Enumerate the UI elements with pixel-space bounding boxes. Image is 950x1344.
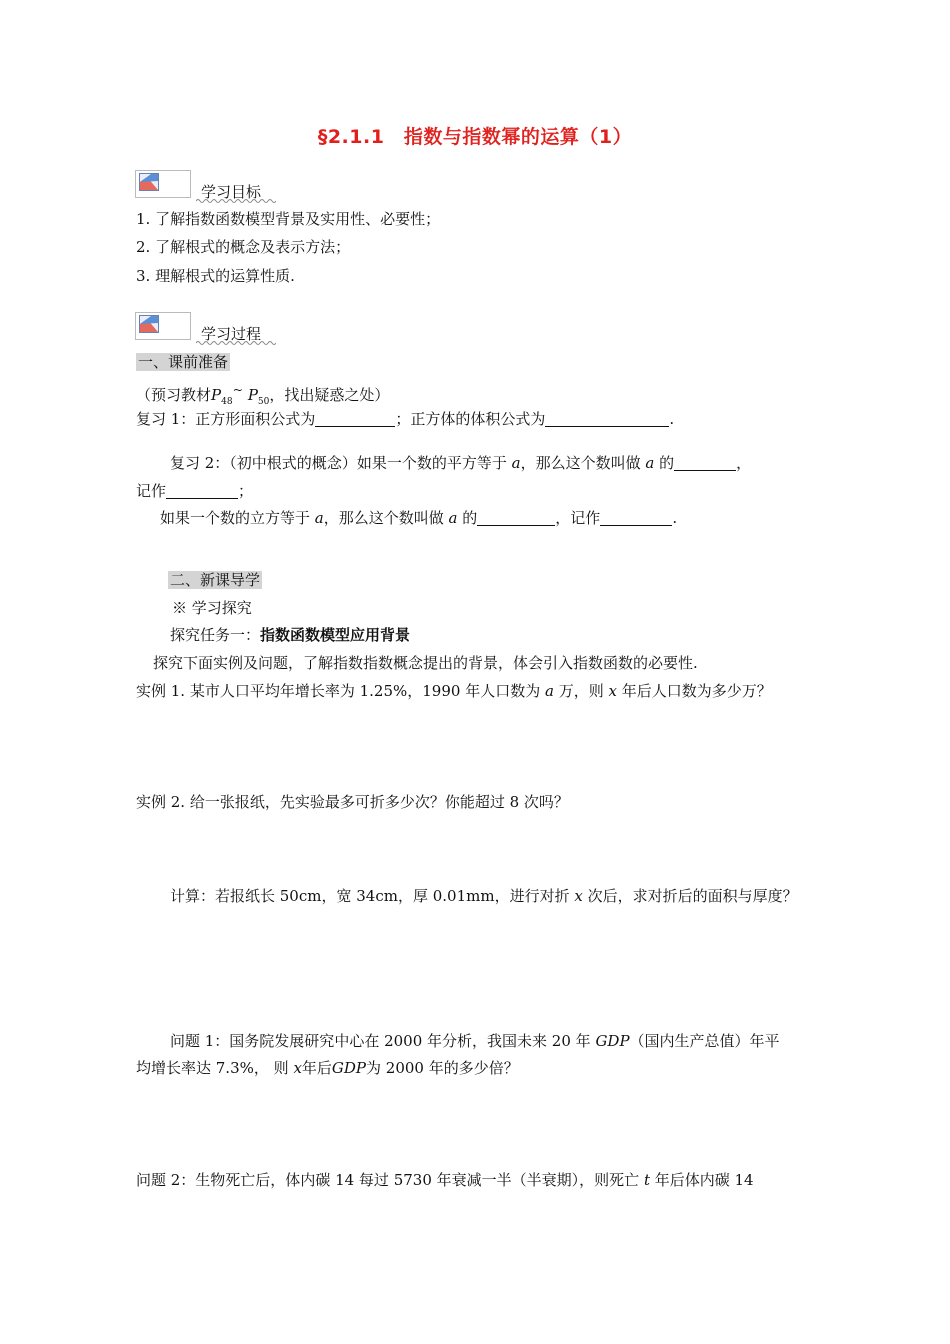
question-text: 问题 1：国务院发展研究中心在 2000 年分析，我国未来 20 年 (170, 1032, 591, 1050)
process-header: 学习过程 (201, 325, 262, 343)
question-text: 年后体内碳 14 (654, 1171, 754, 1189)
page-ref-sub: 50 (257, 397, 270, 407)
review-text: ；正方体的体积公式为 (395, 410, 546, 428)
var: a (314, 509, 324, 527)
example-2: 实例 2. 给一张报纸，先实验最多可折多少次？你能超过 8 次吗？ (136, 793, 569, 811)
answer-blank[interactable] (600, 509, 672, 526)
var: a (645, 454, 655, 472)
example-1 (136, 681, 772, 701)
preview-text: （预习教材 (136, 386, 212, 404)
var: t (643, 1171, 650, 1189)
review-text: ，记作 (555, 509, 601, 527)
section-heading-1 (136, 352, 230, 372)
example-text: 实例 1. 某市人口平均年增长率为 1.25%，1990 年人口数为 (136, 682, 541, 700)
tilde: ~ (232, 382, 244, 397)
preview-text: ，找出疑惑之处） (269, 386, 390, 404)
objective-item: 2. 了解根式的概念及表示方法； (136, 238, 351, 256)
review-text: 如果一个数的立方等于 (160, 509, 311, 527)
answer-blank[interactable] (674, 454, 736, 471)
answer-blank[interactable] (166, 482, 238, 499)
header-underline (196, 198, 276, 204)
review-2-line-2 (136, 481, 253, 501)
question-text: 年后 (301, 1059, 332, 1077)
review-text: 记作 (136, 482, 167, 500)
page-ref-sub: 48 (221, 397, 233, 407)
answer-blank[interactable] (545, 410, 669, 427)
section-heading-2 (168, 570, 262, 590)
page-title: §2.1.1 指数与指数幂的运算（1） (317, 126, 633, 148)
objective-item: 3. 理解根式的运算性质. (136, 267, 295, 285)
review-text: . (669, 410, 675, 428)
var: a (545, 682, 554, 700)
var: x (293, 1059, 302, 1077)
review-text: 的 (462, 509, 478, 527)
objective-item: 1. 了解指数函数模型背景及实用性、必要性； (136, 210, 441, 228)
intro-paragraph: 探究下面实例及问题，了解指数指数概念提出的背景，体会引入指数函数的必要性. (153, 654, 698, 672)
page-ref: P (247, 386, 258, 404)
objectives-header: 学习目标 (201, 183, 262, 201)
review-2-line-1 (170, 453, 751, 473)
question-1-line-2 (136, 1058, 519, 1078)
var: x (608, 682, 617, 700)
page-ref: P (211, 386, 222, 404)
example-text: 年后人口数为多少万？ (621, 682, 772, 700)
question-2 (136, 1170, 754, 1190)
question-text: 均增长率达 7.3%， 则 (136, 1059, 289, 1077)
var: a (511, 454, 521, 472)
header-underline (196, 340, 276, 346)
calc-text: 计算：若报纸长 50cm，宽 34cm，厚 0.01mm，进行对折 (170, 887, 570, 905)
answer-blank[interactable] (315, 410, 395, 427)
section-heading-text: 二、新课导学 (170, 571, 261, 589)
review-text: ，那么这个数叫做 (520, 454, 641, 472)
review-text: ，那么这个数叫做 (323, 509, 444, 527)
task-prefix: 探究任务一： (170, 626, 261, 644)
review-text: 复习 1：正方形面积公式为 (136, 410, 316, 428)
review-text: ； (238, 482, 254, 500)
example-text: 万，则 (558, 682, 604, 700)
var: x (574, 887, 583, 905)
preview-note (136, 380, 389, 412)
question-1-line-1 (170, 1031, 780, 1051)
review-2-line-3 (160, 508, 677, 528)
review-text: 的 (659, 454, 675, 472)
var: a (448, 509, 458, 527)
task-title: 指数函数模型应用背景 (260, 626, 411, 644)
question-text: 问题 2：生物死亡后，体内碳 14 每过 5730 年衰减一半（半衰期），则死亡 (136, 1171, 640, 1189)
calculation (170, 886, 798, 906)
question-text: （国内生产总值）年平 (629, 1032, 780, 1050)
task-heading (170, 625, 410, 645)
section-heading-text: 一、课前准备 (138, 353, 229, 371)
var: GDP (331, 1059, 367, 1077)
image-placeholder-icon (135, 170, 191, 198)
explore-label: ※ 学习探究 (172, 599, 252, 617)
image-placeholder-icon (135, 312, 191, 340)
review-text: . (672, 509, 678, 527)
question-text: 为 2000 年的多少倍？ (366, 1059, 519, 1077)
var: GDP (595, 1032, 630, 1050)
answer-blank[interactable] (477, 509, 555, 526)
review-1 (136, 409, 674, 429)
calc-text: 次后，求对折后的面积与厚度？ (587, 887, 798, 905)
review-text: ， (736, 454, 752, 472)
review-text: 复习 2：（初中根式的概念）如果一个数的平方等于 (170, 454, 507, 472)
